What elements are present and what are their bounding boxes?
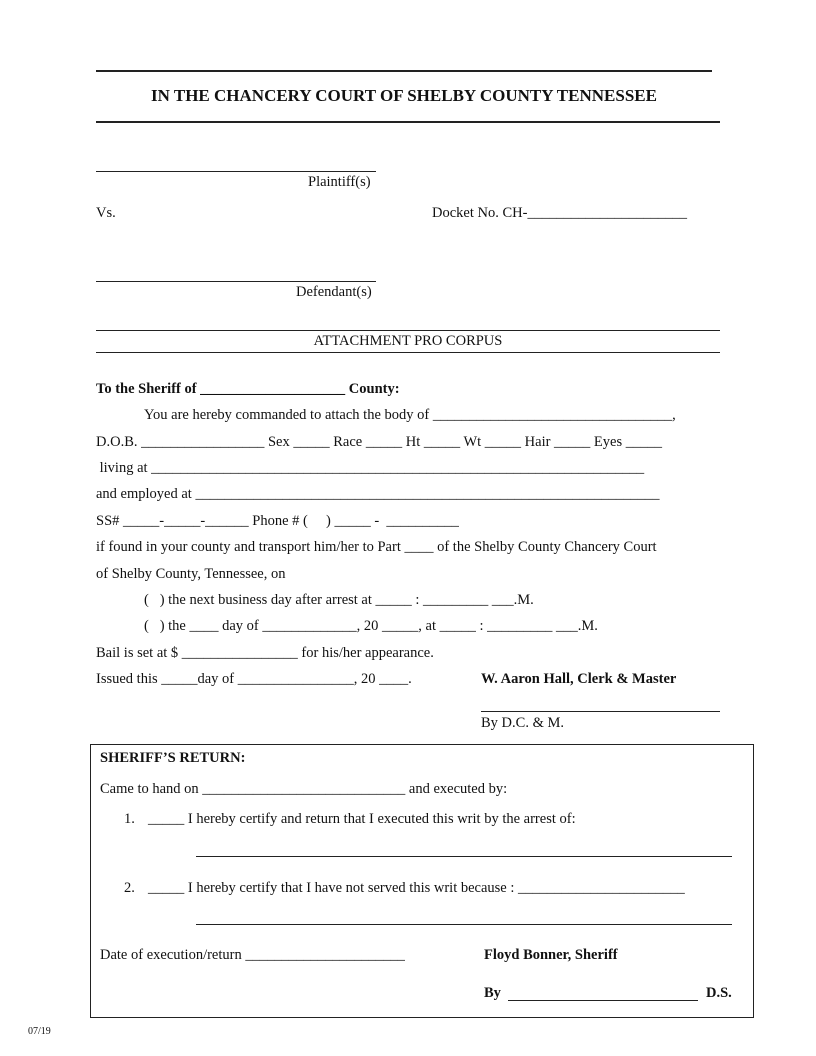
clerk-signature-line[interactable]	[481, 711, 720, 712]
item-1-text[interactable]: _____ I hereby certify and return that I executed this writ by the arrest of:	[148, 811, 576, 827]
sheriff-return-heading: SHERIFF’S RETURN:	[100, 750, 246, 766]
date-of-execution-line[interactable]: Date of execution/return ______________________	[100, 947, 405, 963]
defendant-label: Defendant(s)	[296, 284, 372, 300]
transport-line[interactable]: if found in your county and transport him/her to Part ____ of the Shelby County Chancery Court	[96, 539, 657, 555]
form-title: ATTACHMENT PRO CORPUS	[313, 333, 503, 349]
docket-number-field[interactable]: Docket No. CH-______________________	[432, 205, 687, 221]
of-shelby-line: of Shelby County, Tennessee, on	[96, 566, 286, 582]
item-2-number: 2.	[124, 880, 135, 896]
not-served-reason-line[interactable]	[196, 924, 732, 925]
came-to-hand-line[interactable]: Came to hand on ____________________________ and executed by:	[100, 781, 508, 797]
by-label: By	[484, 985, 501, 1001]
item-1-number: 1.	[124, 811, 135, 827]
option-next-business-day[interactable]: ( ) the next business day after arrest at _____ : _________ ___.M.	[144, 592, 534, 608]
header-rule-top	[96, 70, 712, 72]
clerk-name: W. Aaron Hall, Clerk & Master	[481, 671, 677, 687]
page-title: IN THE CHANCERY COURT OF SHELBY COUNTY TENNESSEE	[151, 86, 657, 105]
title-rule-top	[96, 330, 720, 331]
to-sheriff-line[interactable]: To the Sheriff of ____________________ County:	[96, 381, 400, 397]
deputy-signature-line[interactable]	[508, 1000, 698, 1001]
by-dcm-label: By D.C. & M.	[481, 715, 564, 731]
revision-code: 07/19	[28, 1026, 51, 1037]
title-rule-bottom	[96, 352, 720, 353]
option-specific-day[interactable]: ( ) the ____ day of _____________, 20 _____, at _____ : _________ ___.M.	[144, 618, 598, 634]
arrest-of-line[interactable]	[196, 856, 732, 857]
bail-line[interactable]: Bail is set at $ ________________ for his/her appearance.	[96, 645, 434, 661]
plaintiff-label: Plaintiff(s)	[308, 174, 371, 190]
commanded-line[interactable]: You are hereby commanded to attach the body of _________________________________,	[144, 407, 676, 423]
issued-line[interactable]: Issued this _____day of ________________, 20 ____.	[96, 671, 412, 687]
employed-at-line[interactable]: and employed at ________________________________________________________________	[96, 486, 660, 502]
living-at-line[interactable]: living at ____________________________________________________________________	[96, 460, 645, 476]
item-2-text[interactable]: _____ I hereby certify that I have not served this writ because : _______________________	[148, 880, 685, 896]
ss-phone-line[interactable]: SS# _____-_____-______ Phone # ( ) _____ - __________	[96, 513, 459, 529]
vs-label: Vs.	[96, 205, 116, 221]
dob-line[interactable]: D.O.B. _________________ Sex _____ Race _____ Ht _____ Wt _____ Hair _____ Eyes _____	[96, 434, 662, 450]
header-rule-bottom	[96, 121, 720, 123]
defendant-line[interactable]	[96, 281, 376, 282]
ds-label: D.S.	[706, 985, 732, 1001]
plaintiff-line[interactable]	[96, 171, 376, 172]
sheriff-name: Floyd Bonner, Sheriff	[484, 947, 618, 963]
